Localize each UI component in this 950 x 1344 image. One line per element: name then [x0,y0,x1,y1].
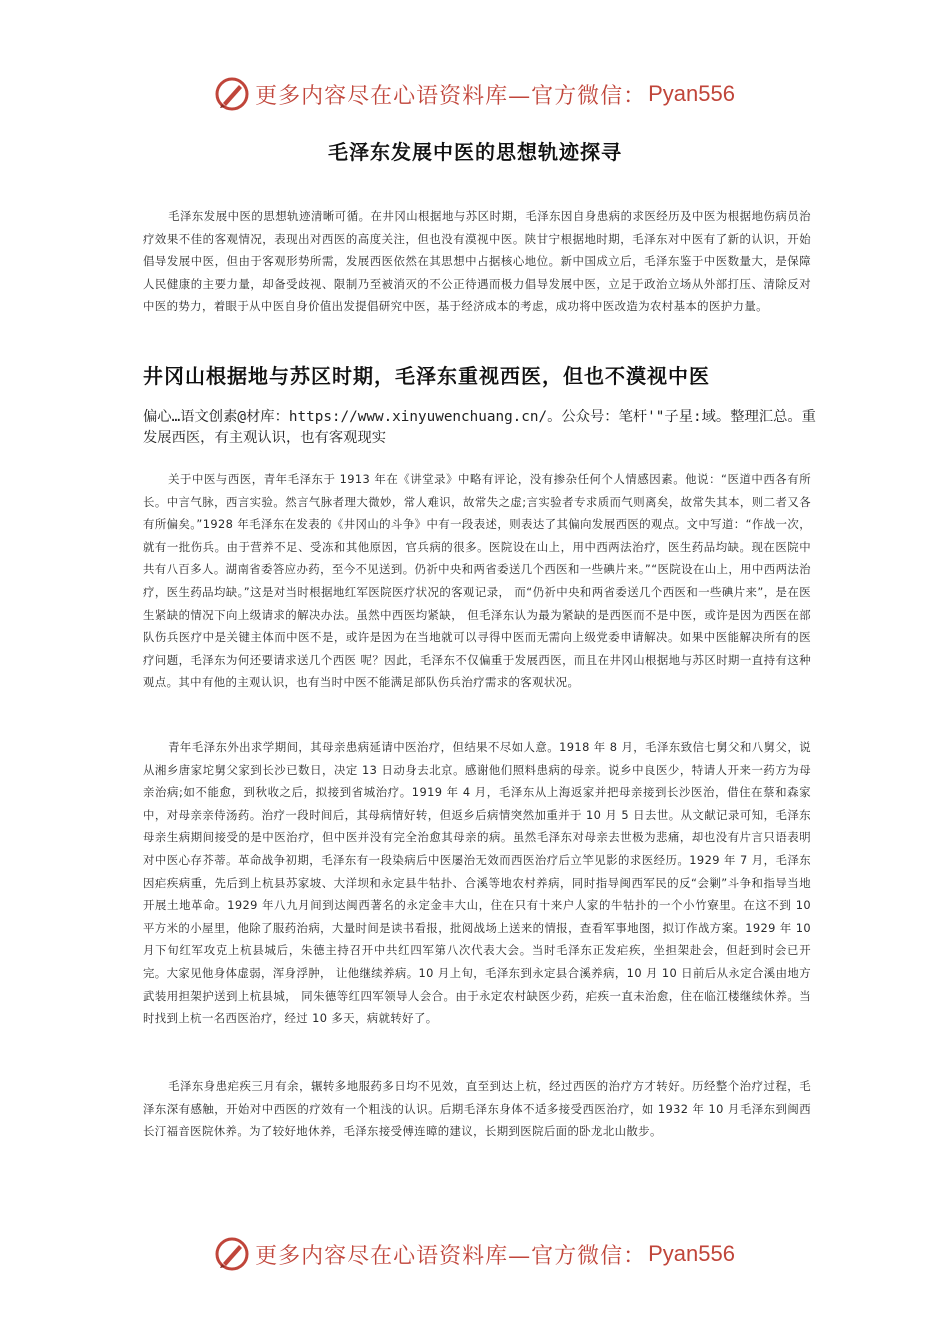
paragraph-4: 毛泽东身患疟疾三月有余，辗转多地服药多日均不见效，直至到达上杭，经过西医的治疗方才转好。历经整个治疗过程，毛泽东深有感触，开始对中西医的疗效有一个粗浅的认识。后期毛泽东身体不适多接受西医治疗，如 1932 年 10 月毛泽东到闽西长汀福音医院休养。为了较好地休养，毛泽东接受傅连暲的建议，长期到医院后面的卧龙北山散步。 [143,1079,811,1139]
document-title: 毛泽东发展中医的思想轨迹探寻 [328,140,622,164]
paragraph-4-block [143,1075,811,1143]
paragraph-3: 青年毛泽东外出求学期间，其母亲患病延请中医治疗，但结果不尽如人意。1918 年 8 月，毛泽东致信七舅父和八舅父，说从湘乡唐家坨舅父家到长沙已数日，决定 13 日动身去北京。感谢他们照料患病的母亲。说乡中良医少，特请人开来一药方为母亲治病;如不能愈，到秋收之后，拟接到省城治疗。1919 年 4 月，毛泽东从上海返家并把母亲接到长沙医治，借住在蔡和森家中，对母亲亲侍汤药。治疗一段时间后，其母病情好转，但返乡后病情突然加重并于 10 月 5 日去世。从文献记录可知，毛泽东母亲生病期间接受的是中医治疗，但中医并没有完全治愈其母亲的病。虽然毛泽东对母亲去世极为悲痛，却也没有片言只语表明对中医心存芥蒂。革命战争初期，毛泽东有一段染病后中医屡治无效而西医治疗后立竿见影的求医经历。1929 年 7 月，毛泽东因疟疾病重，先后到上杭县苏家坡、大洋坝和永定县牛牯扑、合溪等地农村养病，同时指导闽西军民的反“会剿”斗争和指导当地开展土地革命。1929 年八九月间到达闽西著名的永定金丰大山，住在只有十来户人家的牛牯扑的一个小竹寮里。在这不到 10 平方米的小屋里，他除了服药治病，大量时间是读书看报，批阅战场上送来的情报，查看军事地图，拟订作战方案。1929 年 10 月下旬红军攻克上杭县城后，朱德主持召开中共红四军第八次代表大会。当时毛泽东正发疟疾，坐担架赴会，但赶到时会已开完。大家见他身体虚弱，浑身浮肿， 让他继续养病。10 月上旬，毛泽东到永定县合溪养病，10 月 10 日前后从永定合溪由地方武装用担架护送到上杭县城， 同朱德等红四军领导人会合。由于永定农村缺医少药，疟疾一直未治愈，住在临江楼继续休养。当时找到上杭一名西医治疗，经过 10 多天，病就转好了。 [143,740,811,1026]
banner-wechat-id: Pyan556 [648,81,735,106]
source-watermark-note: 偏心…语文创素@材库：https://www.xinyuwenchuang.cn/。公众号：笔杆'"子星:域。整理汇总。重发展西医，有主观认识，也有客观现实 [143,409,816,446]
intro-paragraph-block [143,205,811,318]
footer-banner-wechat-id: Pyan556 [648,1241,735,1266]
brush-pen-logo-icon [215,1237,249,1271]
footer-banner [215,1237,735,1271]
section-heading: 井冈山根据地与苏区时期，毛泽东重视西医，但也不漠视中医 [143,364,710,388]
paragraph-2: 关于中医与西医，青年毛泽东于 1913 年在《讲堂录》中略有评论，没有掺杂任何个人情感因素。他说：“医道中西各有所长。中言气脉，西言实验。然言气脉者理大微妙，常人难识，故常失之虚;言实验者专求质而气则离矣，故常失其本，则二者又各有所偏矣。”1928 年毛泽东在发表的《井冈山的斗争》中有一段表述，则表达了其偏向发展西医的观点。文中写道：“作战一次，就有一批伤兵。由于营养不足、受冻和其他原因，官兵病的很多。医院设在山上，用中西两法治疗，医生药品均缺。现在医院中共有八百多人。湖南省委答应办药，至今不见送到。仍祈中央和两省委送几个西医和一些碘片来。”“医院设在山上，用中西两法治疗，医生药品均缺。”这是对当时根据地红军医院医疗状况的客观记录， 而“仍祈中央和两省委送几个西医和一些碘片来”，是在医生紧缺的情况下向上级请求的解决办法。虽然中西医均紧缺， 但毛泽东认为最为紧缺的是西医而不是中医，或许是因为西医在部队伤兵医疗中是关键主体而中医不是，或许是因为在当地就可以寻得中医而无需向上级党委申请解决。如果中医能解决所有的医疗问题，毛泽东为何还要请求送几个西医 呢？因此，毛泽东不仅偏重于发展西医，而且在井冈山根据地与苏区时期一直持有这种观点。其中有他的主观认识，也有当时中医不能满足部队伤兵治疗需求的客观状况。 [143,472,811,690]
paragraph-2-block [143,468,811,694]
page-footer-banner [0,1234,950,1274]
page-header-banner [0,74,950,114]
banner-text: 更多内容尽在心语资料库—官方微信： [255,83,647,109]
intro-paragraph: 毛泽东发展中医的思想轨迹清晰可循。在井冈山根据地与苏区时期，毛泽东因自身患病的求医经历及中医为根据地伤病员治疗效果不佳的客观情况，表现出对西医的高度关注，但也没有漠视中医。陕甘宁根据地时期，毛泽东对中医有了新的认识，开始倡导发展中医，但由于客观形势所需，发展西医依然在其思想中占据核心地位。新中国成立后，毛泽东鉴于中医数量大，是保障人民健康的主要力量，却备受歧视、限制乃至被消灭的不公正待遇而极力倡导发展中医，立足于政治立场从外部打压、清除反对中医的势力，着眼于从中医自身价值出发提倡研究中医，基于经济成本的考虑，成功将中医改造为农村基本的医护力量。 [143,209,811,314]
paragraph-3-block [143,736,811,1030]
brush-pen-logo-icon [215,77,249,111]
banner [215,77,735,111]
footer-banner-text: 更多内容尽在心语资料库—官方微信： [255,1243,647,1269]
